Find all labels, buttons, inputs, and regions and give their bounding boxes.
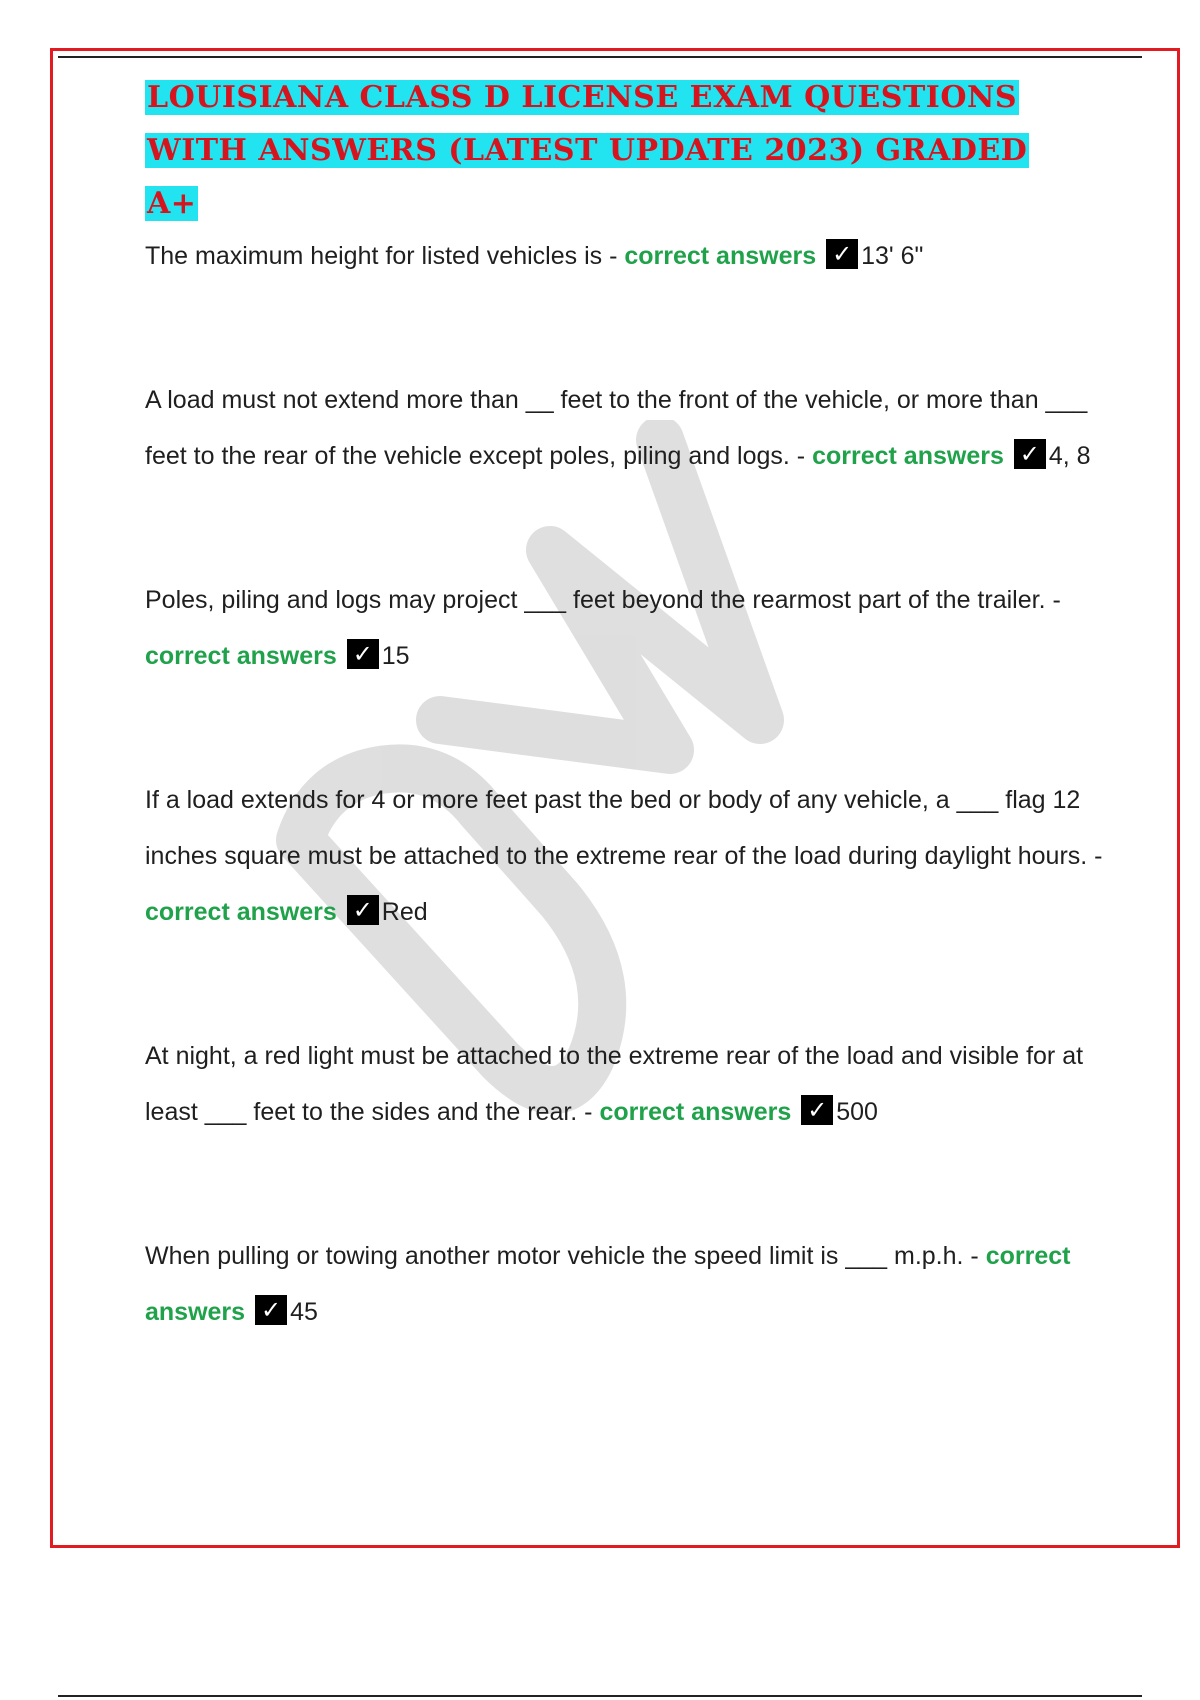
title-block <box>145 74 1045 233</box>
checkbox-checked-icon: ✓ <box>826 239 858 269</box>
question-text: When pulling or towing another motor vehicle the speed limit is ___ m.p.h. - <box>145 1242 986 1270</box>
question-text: A load must not extend more than __ feet to the front of the vehicle, or more than ___ feet to the rear of the vehicle except poles, piling and logs. - <box>145 386 1088 470</box>
qa-item-4 <box>145 772 1105 940</box>
correct-answers-label: correct answers <box>812 442 1004 470</box>
qa-item-2 <box>145 372 1105 484</box>
correct-answers-label: correct answers <box>145 898 337 926</box>
answer-text: 15 <box>381 642 410 670</box>
qa-item-1 <box>145 235 1105 277</box>
answer-text: 13' 6" <box>861 242 924 270</box>
spacer <box>145 684 1105 772</box>
answer-text: 45 <box>290 1298 318 1326</box>
bottom-divider <box>58 1695 1142 1697</box>
correct-answers-label: correct answers <box>145 642 337 670</box>
checkbox-checked-icon: ✓ <box>801 1095 833 1125</box>
document-body <box>145 74 1105 1340</box>
correct-answers-label: correct answers <box>599 1098 792 1126</box>
correct-answers-label: correct answers <box>624 242 817 270</box>
spacer <box>145 484 1105 572</box>
spacer <box>145 940 1105 1028</box>
checkbox-checked-icon: ✓ <box>1014 439 1046 469</box>
correct-answers-label: correct answers <box>145 1242 1071 1326</box>
answer-text: 4, 8 <box>1048 442 1091 470</box>
qa-item-3 <box>145 572 1105 684</box>
top-divider <box>58 56 1142 58</box>
question-text: If a load extends for 4 or more feet past the bed or body of any vehicle, a ___ flag 12 inches square must be attached to the extreme rear of the load during daylight hours. - <box>145 786 1103 870</box>
qa-item-6 <box>145 1228 1105 1340</box>
question-text: At night, a red light must be attached to the extreme rear of the load and visible for at least ___ feet to the sides and the rear. - <box>145 1042 1084 1126</box>
qa-item-5 <box>145 1028 1105 1140</box>
checkbox-checked-icon: ✓ <box>347 895 379 925</box>
question-text: Poles, piling and logs may project ___ feet beyond the rearmost part of the trailer. - <box>145 586 1061 614</box>
checkbox-checked-icon: ✓ <box>347 639 379 669</box>
answer-text: Red <box>381 898 428 926</box>
spacer <box>145 1140 1105 1228</box>
answer-text: 500 <box>836 1098 878 1126</box>
question-text: The maximum height for listed vehicles is - <box>145 242 625 270</box>
checkbox-checked-icon: ✓ <box>255 1295 287 1325</box>
document-title: LOUISIANA CLASS D LICENSE EXAM QUESTIONS WITH ANSWERS (LATEST UPDATE 2023) GRADED A+ <box>147 80 1028 221</box>
